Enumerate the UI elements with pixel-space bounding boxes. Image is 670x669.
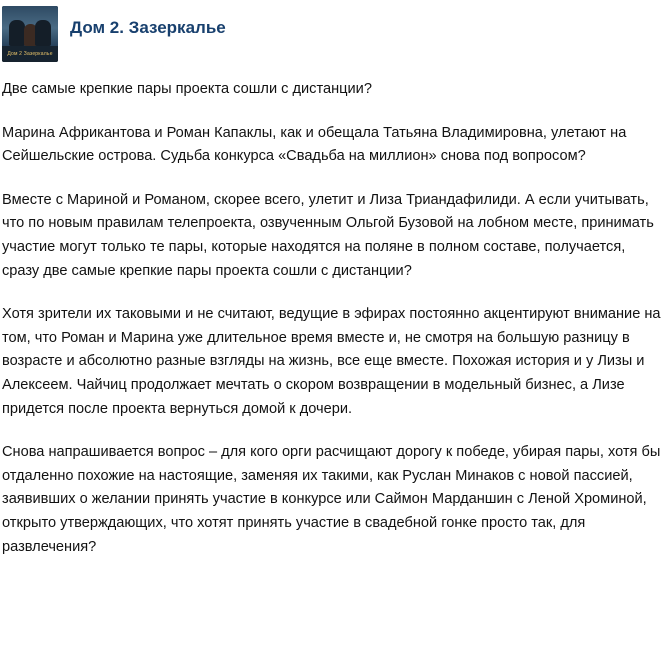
logo-figure-right: [35, 20, 51, 46]
article-paragraph: Снова напрашивается вопрос – для кого орги расчищают дорогу к победе, убирая пары, хотя бы отдаленно похожие на настоящие, заменяя их такими, как Руслан Минаков с новой пассией, заявивших о желании принять участие в конкурсе или Саймон Марданшин с Леной Хроминой, открыто утверждающих, что хотят принять участие в свадебной гонке просто так, для развлечения?: [2, 444, 661, 555]
article-paragraph: Две самые крепкие пары проекта сошли с дистанции?: [2, 81, 372, 97]
article-body: [0, 56, 670, 559]
logo-figure-left: [9, 20, 25, 46]
page-title: Дом 2. Зазеркалье: [70, 18, 226, 37]
article-paragraph: Марина Африкантова и Роман Капаклы, как и обещала Татьяна Владимировна, улетают на Сейшельские острова. Судьба конкурса «Свадьба на миллион» снова под вопросом?: [2, 124, 627, 165]
logo-caption: Дом 2 Зазеркалье: [2, 46, 58, 62]
site-header: [0, 0, 670, 56]
article-paragraph: Хотя зрители их таковыми и не считают, ведущие в эфирах постоянно акцентируют внимание на том, что Роман и Марина уже длительное время вместе и, не смотря на большую разницу в возрасте и абсолютно разные взгляды на жизнь, все еще вместе. Похожая история и у Лизы и Алексеем. Чайчиц продолжает мечтать о скором возвращении в модельный бизнес, а Лизе придется после проекта вернуться домой к дочери.: [2, 306, 661, 417]
article-paragraph: Вместе с Мариной и Романом, скорее всего, улетит и Лиза Триандафилиди. А если учитывать, что по новым правилам телепроекта, озвученным Ольгой Бузовой на лобном месте, принимать участие могут только те пары, которые находятся на поляне в полном составе, получается, сразу две самые крепкие пары проекта сошли с дистанции?: [2, 191, 654, 279]
site-logo-icon[interactable]: [2, 6, 58, 62]
